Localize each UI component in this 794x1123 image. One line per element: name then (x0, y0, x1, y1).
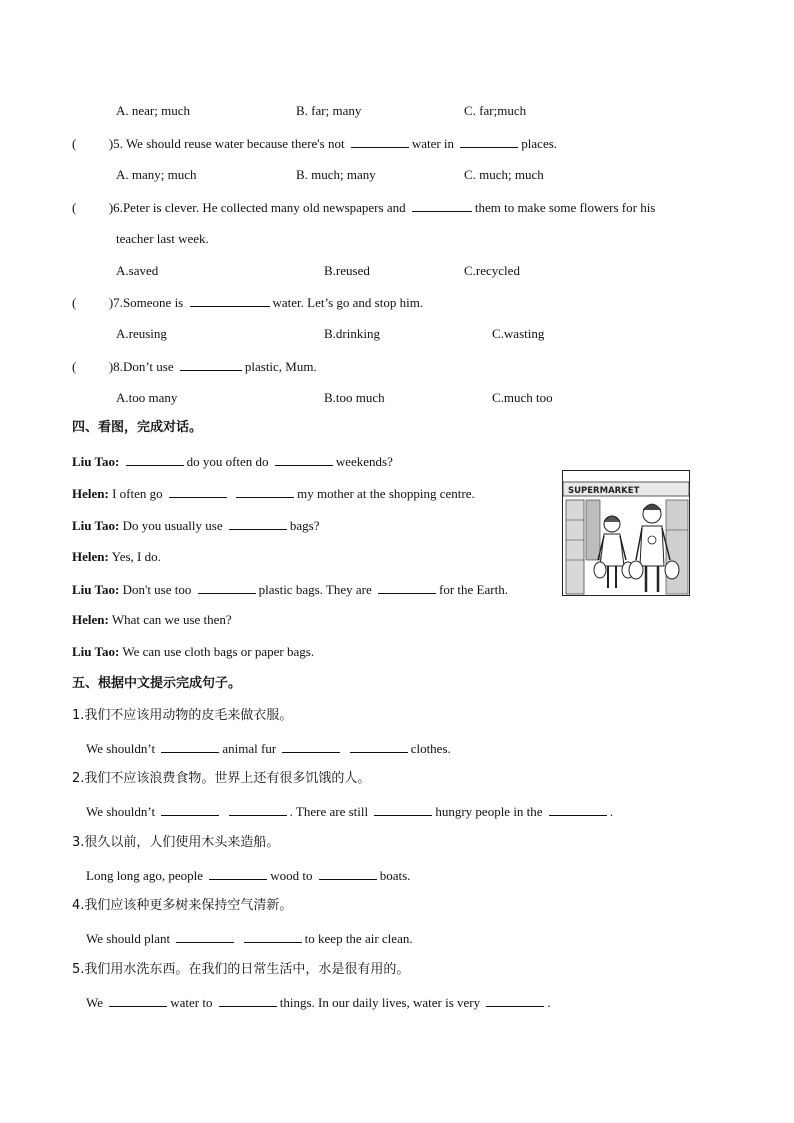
speaker-label: Liu Tao: (72, 582, 120, 597)
question-number: )7. (108, 295, 123, 310)
answer-paren-open: ( (72, 136, 77, 151)
sentence-text: We shouldn’t (86, 741, 156, 756)
answer-blank[interactable] (180, 358, 242, 371)
sentence-text: . (609, 804, 614, 819)
question-8 (72, 358, 317, 375)
question-text: water in (411, 136, 455, 151)
answer-blank[interactable] (486, 994, 544, 1007)
q8-option-b: B.too much (324, 390, 385, 405)
answer-blank[interactable] (109, 994, 167, 1007)
q5-option-a: A. many; much (116, 167, 197, 182)
dialogue-line (72, 612, 232, 628)
question-6 (72, 199, 655, 216)
sentence-text: hungry people in the (435, 804, 543, 819)
answer-blank[interactable] (229, 803, 287, 816)
question-5 (72, 135, 557, 152)
speaker-label: Liu Tao: (72, 454, 120, 469)
answer-paren-open: ( (72, 200, 77, 215)
q7-option-a: A.reusing (116, 326, 167, 341)
speaker-label: Helen: (72, 549, 109, 564)
dialogue-line (72, 581, 508, 598)
answer-blank[interactable] (549, 803, 607, 816)
dialogue-text: weekends? (335, 454, 393, 469)
answer-paren-open: ( (72, 295, 77, 310)
sentence-text: clothes. (410, 741, 451, 756)
answer-blank[interactable] (169, 485, 227, 498)
translation-line (86, 867, 410, 884)
question-text: water. Let’s go and stop him. (272, 295, 424, 310)
sentence-text: We shouldn’t (86, 804, 156, 819)
answer-blank[interactable] (275, 453, 333, 466)
dialogue-line (72, 644, 314, 660)
sentence-text: We should plant (86, 931, 171, 946)
dialogue-line (72, 485, 475, 502)
speaker-label: Liu Tao: (72, 644, 120, 659)
answer-blank[interactable] (374, 803, 432, 816)
question-text: Don’t use (122, 359, 174, 374)
answer-blank[interactable] (460, 135, 518, 148)
speaker-label: Helen: (72, 612, 109, 627)
q7-option-b: B.drinking (324, 326, 380, 341)
answer-blank[interactable] (244, 930, 302, 943)
answer-blank[interactable] (351, 135, 409, 148)
dialogue-text: Don't use too (122, 582, 192, 597)
translation-line (86, 930, 413, 947)
answer-blank[interactable] (219, 994, 277, 1007)
dialogue-text: Do you usually use (122, 518, 223, 533)
chinese-prompt: 1.我们不应该用动物的皮毛来做衣服。 (72, 708, 293, 723)
answer-blank[interactable] (190, 294, 270, 307)
speaker-label: Liu Tao: (72, 518, 120, 533)
chinese-prompt: 5.我们用水洗东西。在我们的日常生活中，水是很有用的。 (72, 962, 410, 977)
question-6-continued: teacher last week. (116, 231, 209, 246)
question-text: Someone is (122, 295, 184, 310)
dialogue-text: bags? (289, 518, 320, 533)
dialogue-text: What can we use then? (111, 612, 232, 627)
answer-blank[interactable] (209, 867, 267, 880)
dialogue-line (72, 453, 393, 470)
answer-blank[interactable] (176, 930, 234, 943)
question-text: We should reuse water because there's not (125, 136, 345, 151)
answer-paren-open: ( (72, 359, 77, 374)
dialogue-text: plastic bags. They are (258, 582, 372, 597)
translation-line (86, 740, 451, 757)
chinese-prompt: 4.我们应该种更多树来保持空气清新。 (72, 898, 293, 913)
dialogue-line (72, 517, 319, 534)
question-text: plastic, Mum. (244, 359, 317, 374)
shopping-illustration (562, 470, 690, 596)
translation-line (86, 803, 613, 820)
question-7 (72, 294, 423, 311)
sentence-text: to keep the air clean. (304, 931, 413, 946)
answer-blank[interactable] (378, 581, 436, 594)
q6-option-b: B.reused (324, 263, 370, 278)
answer-blank[interactable] (412, 199, 472, 212)
q4-option-b: B. far; many (296, 103, 362, 118)
supermarket-sign: SUPERMARKET (568, 486, 640, 496)
sentence-text: . (547, 995, 551, 1010)
dialogue-text: for the Earth. (439, 582, 508, 597)
q6-option-a: A.saved (116, 263, 159, 278)
sentence-text: We (86, 995, 103, 1010)
answer-blank[interactable] (198, 581, 256, 594)
sentence-text: things. In our daily lives, water is very (279, 995, 481, 1010)
sentence-text: animal fur (222, 741, 277, 756)
q5-option-c: C. much; much (464, 167, 544, 182)
question-number: )6. (108, 200, 123, 215)
section-5-heading: 五、根据中文提示完成句子。 (72, 676, 242, 691)
answer-blank[interactable] (236, 485, 294, 498)
answer-blank[interactable] (126, 453, 184, 466)
sentence-text: wood to (270, 868, 313, 883)
dialogue-text: Yes, I do. (111, 549, 161, 564)
sentence-text: Long long ago, people (86, 868, 203, 883)
q4-option-a: A. near; much (116, 103, 191, 118)
dialogue-text: my mother at the shopping centre. (297, 486, 475, 501)
chinese-prompt: 2.我们不应该浪费食物。世界上还有很多饥饿的人。 (72, 771, 371, 786)
sentence-text: water to (170, 995, 213, 1010)
question-text: places. (521, 136, 558, 151)
sentence-text: . There are still (289, 804, 369, 819)
q7-option-c: C.wasting (492, 326, 545, 341)
speaker-label: Helen: (72, 486, 109, 501)
q8-option-a: A.too many (116, 390, 178, 405)
answer-blank[interactable] (319, 867, 377, 880)
q8-option-c: C.much too (492, 390, 553, 405)
answer-blank[interactable] (229, 517, 287, 530)
dialogue-text: We can use cloth bags or paper bags. (122, 644, 315, 659)
dialogue-text: do you often do (186, 454, 269, 469)
question-text: Peter is clever. He collected many old newspapers and (122, 200, 406, 215)
answer-blank[interactable] (350, 740, 408, 753)
answer-blank[interactable] (282, 740, 340, 753)
question-text: them to make some flowers for his (474, 200, 656, 215)
answer-blank[interactable] (161, 803, 219, 816)
q6-option-c: C.recycled (464, 263, 520, 278)
q4-option-c: C. far;much (464, 103, 527, 118)
q5-option-b: B. much; many (296, 167, 376, 182)
dialogue-text: I often go (112, 486, 163, 501)
translation-line (86, 994, 551, 1011)
section-4-heading: 四、看图，完成对话。 (72, 420, 203, 435)
sentence-text: boats. (379, 868, 411, 883)
answer-blank[interactable] (161, 740, 219, 753)
dialogue-line (72, 549, 161, 565)
question-number: )5. (108, 136, 123, 151)
question-number: )8. (108, 359, 123, 374)
chinese-prompt: 3.很久以前，人们使用木头来造船。 (72, 835, 280, 850)
